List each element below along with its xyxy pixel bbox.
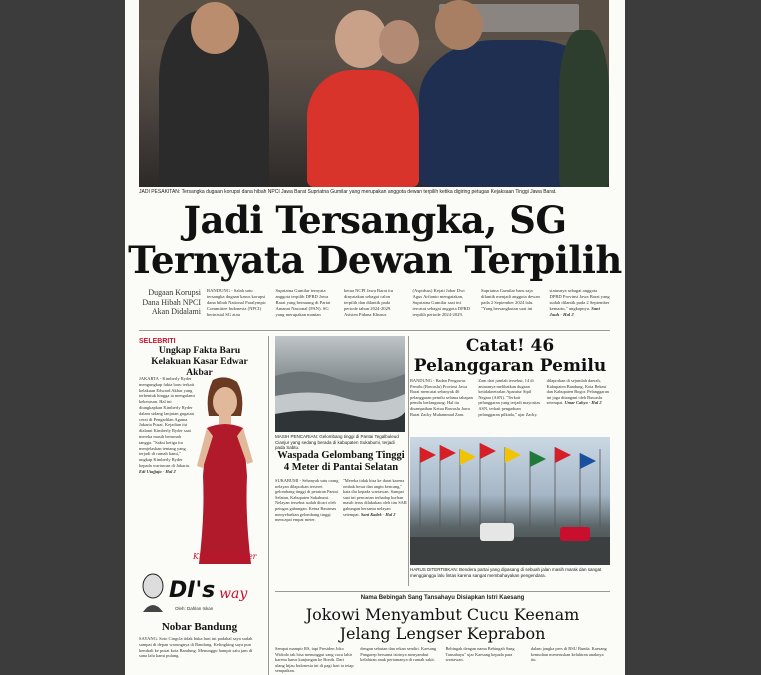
jokowi-headline-line1: Jokowi Menyambut Cucu Keenam xyxy=(305,605,580,624)
sea-story-title: Waspada Gelombang Tinggi 4 Meter di Pantai Selatan xyxy=(277,450,405,473)
jokowi-col-4: dalam jangka pers di RSU Bunda. Kaesang kemudian meneruskan kelahiran anaknya itu. xyxy=(530,646,607,663)
sea-col-2: "Mereka tidak bisa ke darat karena ombak besar dan angin kencang," kata dia kepada wartawan. Sampai saat ini pencarian terhadap korban masih terus dilakukan oleh tim SAR gabungan bersama nelayan setempat. Sani Kadek - Hal 2 xyxy=(343,478,407,517)
sea-col-1: SUKABUMI - Sebanyak satu orang nelayan dilaporkan terseret gelombang tinggi di perairan Pantai Selatan, Kabupaten Sukabumi. Nelayan tersebut sudah dicari oleh petugas gabungan. Ketua Basarnas menyebutkan gelombang tinggi mencapai empat meter. xyxy=(275,478,339,523)
jokowi-headline-line2: Jelang Lengser Keprabon xyxy=(339,624,546,643)
selebriti-section xyxy=(139,338,260,379)
dis-way-column-logo xyxy=(139,572,259,616)
newspaper-page xyxy=(125,0,625,675)
columnist-name: Oleh: Dahlan Iskan xyxy=(175,606,214,611)
main-headline-line1: Jadi Tersangka, SG xyxy=(183,198,567,242)
column-title: Nobar Bandung xyxy=(161,621,238,633)
column-divider-right xyxy=(408,336,409,586)
party-flags-photo xyxy=(410,437,610,565)
main-col-3: ketua NCPI Jawa Barat itu dinyatakan sebagai calon terpilih dan dilantik pada periode tahun 2024-2029. Asisten Pidana Khusus xyxy=(344,288,393,317)
sea-story-columns xyxy=(275,478,407,523)
selebriti-body: JAKARTA - Kimberly Ryder mengungkap fakta baru terkait kelakuan Edward Akbar yang terbentuk hingga ia mengalami kekerasan. Hal ini diungkapkan Kimberly Ryder dalam sidang lanjutan gugatan cerai di Pengadilan Agama Jakarta Pusat. Kejadian itu dialami Kimberly Ryder saat mereka masih berumah tangga. "Saksi ketiga itu menjelaskan tentang yang terjadi di rumah kami," ungkap Kimberly Ryder kepada wartawan di Jakarta. Edi Utajjaja - Hal 2 xyxy=(139,376,195,474)
column-body: SAYANG. Soto Cingcla tidak buka hari ini padahal saya sudah sampai di depan warungnya di Bandung. Kelingking saya pun kembali ke pusat kota Bandung. Menunggu hampir satu jam di sana lalu kami pulang. xyxy=(139,636,253,659)
catat-col-3: dilaporkan di sejumlah daerah, Kabupaten Bandung, Kota Bekasi dan Kabupaten Bogor. Pelanggaran ini juga ditangani oleh Bawaslu setempat. Umar Cahyo - Hal 2 xyxy=(546,378,609,406)
jokowi-col-3: Bebingah dengan nama Bebingah Sang Tansahayu" ujar Kaesang kepada para wartawan. xyxy=(445,646,515,663)
main-deck: Dugaan Korupsi Dana Hibah NPCI Akan Didalami xyxy=(142,288,201,316)
main-headline-line2: Ternyata Dewan Terpilih xyxy=(128,238,622,282)
celebrity-photo xyxy=(185,376,263,564)
jokowi-headline xyxy=(275,605,610,643)
columnist-portrait xyxy=(139,572,167,612)
sea-byline: Sani Kadek - Hal 2 xyxy=(360,511,396,517)
column-divider-left xyxy=(268,336,269,675)
sea-photo-caption: MASIH PENCARIAN: Gelombang tinggi di Pantai Tegalbuleud Cianjur yang sedang berada di kabupaten Sukabumi, terjadi pada Sabtu. xyxy=(275,434,399,450)
section-divider xyxy=(139,330,610,331)
catat-story-columns xyxy=(410,378,610,417)
jokowi-top-rule xyxy=(275,591,610,592)
catat-byline: Umar Cahyo - Hal 2 xyxy=(564,400,602,406)
main-col-4: (Aspidsus) Kejati Jabar Dwi Agus Arfianto mengatakan, Supriatna Gumilar saat ini tercatat sebagai anggota DPRD terpilih periode 2024-2029. xyxy=(412,288,471,317)
main-col-5: Supriatna Gumilar baru saja dilantik menjadi anggota dewan pada 2 September 2024 lalu. "Yang bersangkutan saat ini xyxy=(481,288,540,311)
selebriti-byline: Edi Utajjaja - Hal 2 xyxy=(139,468,176,474)
selebriti-title: Ungkap Fakta Baru Kelakuan Kasar Edwar Akbar xyxy=(151,346,248,378)
catat-col-2: Zam dari jumlah tersebut, 14 di antaranya melibatkan dugaan ketidaknetralan Aparatur Sipil Negara (ASN). "Terkait pelanggaran yang terjadi mayoritas ASN, terkait pengaduan pelanggaran pilkada," ujar Zacky. xyxy=(478,378,541,417)
top-news-photo xyxy=(139,0,609,187)
jokowi-col-1: Sempat mampir RS, tapi Presiden Joko Widodo tak bisa menunggui sang cucu lahir karena harus kunjungan ke Bonth. Dari ulang hijau Indonesia ini di pagi hari ia tetap sempatkan. xyxy=(275,646,354,674)
catat-story-title: Catat! 46 Pelanggaran Pemilu xyxy=(413,336,607,376)
main-col-1: BANDUNG - Salah satu tersangka dugaan kasus korupsi dana hibah National Paralympic Committee Indonesia (NPCI) berinisial SG atau xyxy=(207,288,267,317)
main-story-columns xyxy=(207,288,610,318)
jokowi-story-columns xyxy=(275,646,610,674)
selebriti-kicker: SELEBRITI xyxy=(139,338,176,345)
dis-logo-script: way xyxy=(219,586,248,602)
catat-col-1: BANDUNG - Badan Pengawas Pemilu (Bawaslu) Provinsi Jawa Barat mencatat sebanyak 46 pelanggaran pemilu selama tahapan pemilu berlangsung. Hal itu disampaikan Ketua Bawaslu Jawa Barat Zacky Muhammad Zam. xyxy=(410,378,473,417)
sea-wave-photo xyxy=(275,336,405,432)
main-col-6: statusnya sebagai anggota DPRD Provinsi Jawa Barat yang sudah dilantik pada 2 September kemarin," ungkapnya. Sani Jauh - Hal 2 xyxy=(549,288,610,317)
main-byline: Sani Jauh - Hal 2 xyxy=(549,306,600,317)
main-col-2: Supriatna Gumilar ternyata anggota terpilih DPRD Jawa Barat yang bernaung di Partai Amanat Nasional (PAN). SG yang merupakan mantan xyxy=(275,288,331,317)
dis-logo-text: DI's xyxy=(169,578,216,603)
jokowi-kicker: Nama Bebingah Sang Tansahayu Disiapkan Istri Kaesang xyxy=(360,595,525,601)
jokowi-col-2: dengan sebutan dan rekan sendiri. Kaesang Pangarep bersama istrinya menyambut kelahiran anak pertamanya di rumah sakit. xyxy=(360,646,437,663)
flag-photo-caption: HARUS DITERTIBKAN: Bendera partai yang dipasang di sebuah jalan masih marak dan sangat mengganggu lalu lintas karena sangat membahayakan pengendara. xyxy=(410,567,602,578)
celebrity-name-label: Kimberly Ryder xyxy=(193,552,257,561)
top-photo-caption: JADI PESAKITAN: Tersangka dugaan korupsi dana hibah NPCI Jawa Barat Supriatna Gumilar yang merupakan anggota dewan terpilih ketika digiring petugas Kejaksaan Tinggi Jawa Barat. xyxy=(139,189,557,195)
